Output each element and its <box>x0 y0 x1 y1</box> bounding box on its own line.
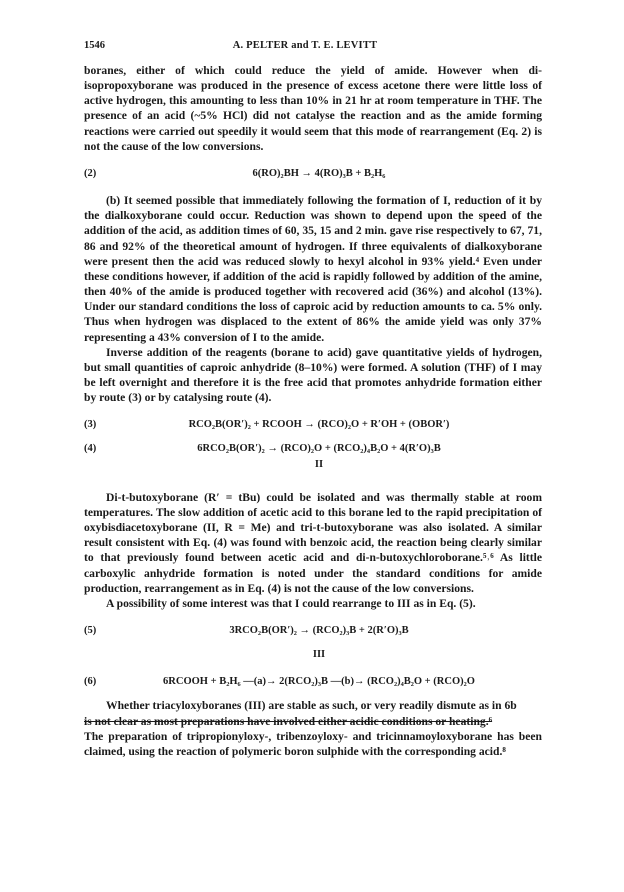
equation-text: RCO₂B(OR′)₂ + RCOOH → (RCO)₂O + R′OH + (OBOR′) <box>188 419 450 431</box>
equation-number: (6) <box>84 676 97 688</box>
equation-6 <box>84 674 542 689</box>
paragraph-borane-loss: boranes, either of which could reduce the yield of amide. However when di-isopropoxyborane was produced in the presence of excess acetone there were little loss of active hydrogen, this amounting to less than 10% in 21 hr at room temperature in THF. The presence of an acid (~5% HCl) did not catalyse the reaction and as the amide forming reactions were carried out speedily it would seem that this mode of rearrangement (Eq. 2) is not the cause of the low conversions. <box>84 64 542 153</box>
equation-5 <box>84 623 542 638</box>
paragraph-triacyloxyboranes-rest: The preparation of tripropionyloxy-, tribenzoyloxy- and tricinnamoyloxyborane has been claimed, using the reaction of polymeric boron sulphide with the corresponding acid.⁸ <box>84 729 542 758</box>
paragraph-rearrangement: A possibility of some interest was that I could rearrange to III as in Eq. (5). <box>106 596 476 610</box>
equation-3 <box>84 417 542 432</box>
equation-4-label-row <box>84 457 542 472</box>
equation-text: 3RCO₂B(OR′)₂ → (RCO₂)₃B + 2(R′O)₃B <box>229 625 409 636</box>
equation-number: (3) <box>84 419 97 431</box>
equation-4 <box>84 441 542 456</box>
equation-2 <box>84 166 542 181</box>
paragraph-reduction: (b) It seemed possible that immediately following the formation of I, reduction of it by the dialkoxyborane could occur. Reduction was shown to depend upon the speed of the addition of the acid, as addition times of 60, 35, 15 and 2 min. gave rise respectively to 67, 71, 86 and 92% of the theoretical amount of hydrogen. If three equivalents of dialkoxyborane were present then the acid was reduced slowly to hexyl alcohol in 93% yield.⁴ Even under these conditions however, if addition of the acid is rapidly followed by addition of the amine, then 40% of the amide is produced together with recovered acid (36%) and alcohol (13%). Under our standard conditions the loss of caproic acid by reduction amounts to ca. 5% only. Thus when hydrogen was displaced to the extent of 86% the amide yield was only 37% representing a 43% conversion of I to the amide. <box>84 194 542 344</box>
equation-number: (4) <box>84 443 97 455</box>
equation-text: 6(RO)₂BH → 4(RO)₃B + B₂H₆ <box>252 167 386 179</box>
journal-page <box>84 38 542 759</box>
running-authors: A. PELTER and T. E. LEVITT <box>232 40 378 51</box>
paragraph-di-t-butoxyborane: Di-t-butoxyborane (R′ = tBu) could be isolated and was thermally stable at room temperatures. The slow addition of acetic acid to this borane led to the rapid precipitation of oxybisdiacetoxyborane (II, R = Me) and tri-t-butoxyborane was also isolated. A similar result consistent with Eq. (4) was found with benzoic acid, the reaction being clearly similar to that previously found between acetic acid and di-n-butoxychloroborane.⁵˒⁶ As little carboxylic anhydride formation is noted under the standard conditions for amide production, rearrangement as in Eq. (4) is not the cause of the low conversions. <box>84 490 542 595</box>
compound-label-III: III <box>312 649 326 661</box>
compound-label-II: II <box>314 458 324 470</box>
running-header <box>84 38 542 52</box>
equation-5-label-row <box>84 647 542 662</box>
paragraph-triacyloxyboranes-line2: is not clear as most preparations have involved either acidic conditions or heating.⁶ <box>84 714 493 728</box>
page-number: 1546 <box>84 40 105 51</box>
equation-number: (5) <box>84 625 97 636</box>
equation-text: 6RCO₂B(OR′)₂ → (RCO)₂O + (RCO₂)₄B₂O + 4(R′O)₃B <box>197 443 441 455</box>
equation-text: 6RCOOH + B₂H₆ —(a)→ 2(RCO₂)₃B —(b)→ (RCO₂)₄B₂O + (RCO)₂O <box>163 676 475 688</box>
equation-number: (2) <box>84 167 97 179</box>
paragraph-inverse-addition: Inverse addition of the reagents (borane to acid) gave quantitative yields of hydrogen, but small quantities of caproic anhydride (8–10%) were formed. A solution (THF) of I may be left overnight and therefore it is the free acid that promotes anhydride formation either by route (3) or by catalysing route (4). <box>84 345 542 405</box>
paragraph-triacyloxyboranes-line1: Whether triacyloxyboranes (III) are stable as such, or very readily dismute as in 6b <box>106 699 517 713</box>
